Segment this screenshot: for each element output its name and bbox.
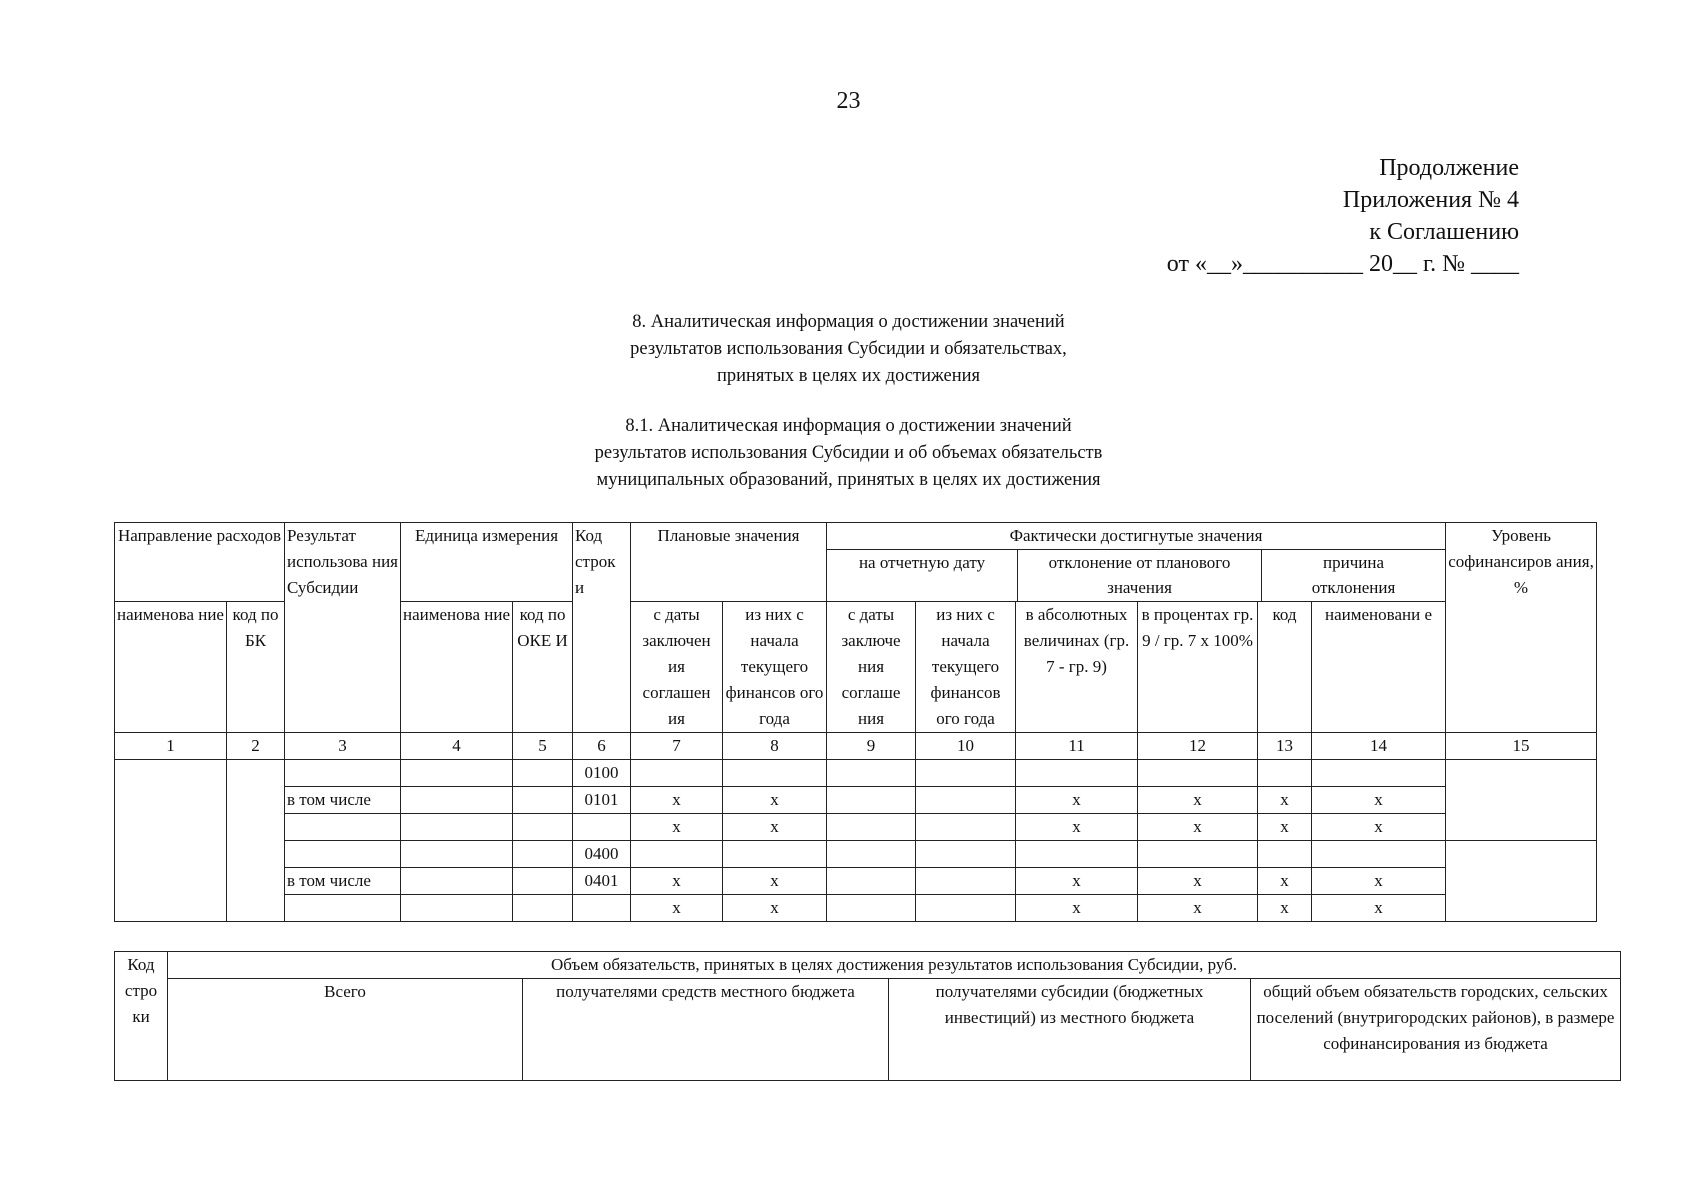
x-mark: х	[1258, 814, 1312, 841]
header-unit: Единица измерения	[401, 523, 573, 602]
x-mark: х	[1016, 814, 1138, 841]
x-mark: х	[1016, 895, 1138, 922]
section-8-line-3: принятых в целях их достижения	[716, 366, 981, 386]
col-okei-code: код по ОКЕ И	[513, 602, 573, 733]
page-number: 23	[836, 88, 861, 114]
x-mark: х	[631, 787, 723, 814]
x-mark: х	[1258, 868, 1312, 895]
okei-cell	[513, 760, 573, 787]
header-direction: Направление расходов	[115, 523, 285, 602]
section-8-1-line-2: результатов использования Субсидии и об объемах обязательств	[594, 443, 1103, 463]
col-fact-from-agreement: с даты заключе ния соглаше ния	[827, 602, 916, 733]
col-bk-code: код по БК	[227, 602, 285, 733]
level-cell	[1446, 841, 1597, 922]
col-number: 5	[513, 733, 573, 760]
level-cell	[1446, 760, 1597, 841]
col-deviation-abs: в абсолютных величинах (гр. 7 - гр. 9)	[1016, 602, 1138, 733]
col-number: 10	[916, 733, 1016, 760]
x-mark: х	[1016, 868, 1138, 895]
col-number: 11	[1016, 733, 1138, 760]
direction-name-cell	[115, 760, 227, 922]
col-number: 9	[827, 733, 916, 760]
obligations-table	[114, 951, 1621, 1081]
col-plan-year: из них с начала текущего финансов ого года	[723, 602, 827, 733]
including-label: в том числе	[285, 868, 401, 895]
col-name: наименова ние	[115, 602, 227, 733]
column-number-row	[115, 733, 1597, 760]
header-fact	[827, 523, 1446, 602]
col-number: 7	[631, 733, 723, 760]
x-mark: х	[631, 814, 723, 841]
x-mark: х	[1312, 895, 1446, 922]
row-code: 0100	[573, 760, 631, 787]
section-8-1-line-1: 8.1. Аналитическая информация о достижении значений	[625, 416, 1072, 436]
header-obligations-volume: Объем обязательств, принятых в целях достижения результатов использования Субсидии, руб.	[168, 952, 1621, 979]
col-reason-code: код	[1258, 602, 1312, 733]
x-mark: х	[723, 868, 827, 895]
appendix-line-2: Приложения № 4	[1342, 187, 1519, 213]
appendix-reference	[1167, 152, 1519, 280]
col-number: 2	[227, 733, 285, 760]
section-8-line-2: результатов использования Субсидии и обязательствах,	[630, 339, 1067, 359]
x-mark: х	[1016, 787, 1138, 814]
col-number: 1	[115, 733, 227, 760]
x-mark: х	[631, 868, 723, 895]
col-unit-name: наименова ние	[401, 602, 513, 733]
table-row	[115, 814, 1597, 841]
achievement-table	[114, 522, 1597, 922]
col-number: 13	[1258, 733, 1312, 760]
col-number: 3	[285, 733, 401, 760]
x-mark: х	[1258, 787, 1312, 814]
col-number: 15	[1446, 733, 1597, 760]
x-mark: х	[723, 787, 827, 814]
appendix-line-1: Продолжение	[1379, 155, 1519, 181]
unit-name-cell	[401, 760, 513, 787]
bk-code-cell	[227, 760, 285, 922]
header-plan: Плановые значения	[631, 523, 827, 602]
header-fact-label: Фактически достигнутые значения	[827, 523, 1445, 550]
section-8-heading	[0, 309, 1697, 390]
header-row-code: Код стро ки	[115, 952, 168, 1081]
section-8-1-heading	[0, 413, 1697, 494]
col-settlements-total: общий объем обязательств городских, сельских поселений (внутригородских районов), в размере софинансирования из бюджета	[1251, 979, 1621, 1081]
col-plan-from-agreement: с даты заключен ия соглашен ия	[631, 602, 723, 733]
col-number: 4	[401, 733, 513, 760]
section-8-line-1: 8. Аналитическая информация о достижении значений	[632, 312, 1065, 332]
row-code: 0401	[573, 868, 631, 895]
row-code: 0400	[573, 841, 631, 868]
x-mark: х	[1258, 895, 1312, 922]
header-level: Уровень софинансиров ания, %	[1446, 523, 1597, 733]
col-number: 8	[723, 733, 827, 760]
appendix-line-4: от «__»__________ 20__ г. № ____	[1166, 251, 1519, 277]
col-fact-year: из них с начала текущего финансов ого года	[916, 602, 1016, 733]
col-number: 12	[1138, 733, 1258, 760]
section-8-1-line-3: муниципальных образований, принятых в целях их достижения	[596, 470, 1101, 490]
header-code: Код строк и	[573, 523, 631, 733]
table-row	[115, 868, 1597, 895]
x-mark: х	[1138, 814, 1258, 841]
x-mark: х	[723, 814, 827, 841]
header-reason: причина отклонения	[1311, 553, 1396, 597]
col-deviation-pct: в процентах гр. 9 / гр. 7 х 100%	[1138, 602, 1258, 733]
col-number: 14	[1312, 733, 1446, 760]
x-mark: х	[723, 895, 827, 922]
header-result: Результат использова ния Субсидии	[285, 523, 401, 733]
col-number: 6	[573, 733, 631, 760]
including-label: в том числе	[285, 787, 401, 814]
x-mark: х	[1312, 787, 1446, 814]
table-row	[115, 895, 1597, 922]
table-row	[115, 841, 1597, 868]
header-on-date: на отчетную дату	[827, 550, 1018, 601]
x-mark: х	[631, 895, 723, 922]
col-local-budget: получателями средств местного бюджета	[523, 979, 889, 1081]
x-mark: х	[1312, 868, 1446, 895]
x-mark: х	[1312, 814, 1446, 841]
table-row	[115, 787, 1597, 814]
col-subsidy-recipients: получателями субсидии (бюджетных инвестиций) из местного бюджета	[889, 979, 1251, 1081]
col-reason-name: наименовани е	[1312, 602, 1446, 733]
result-cell	[285, 760, 401, 787]
table-row	[115, 760, 1597, 787]
row-code: 0101	[573, 787, 631, 814]
col-total: Всего	[168, 979, 523, 1081]
x-mark: х	[1138, 868, 1258, 895]
appendix-line-3: к Соглашению	[1369, 219, 1519, 245]
x-mark: х	[1138, 895, 1258, 922]
header-deviation: отклонение от планового значения	[1018, 550, 1262, 601]
x-mark: х	[1138, 787, 1258, 814]
